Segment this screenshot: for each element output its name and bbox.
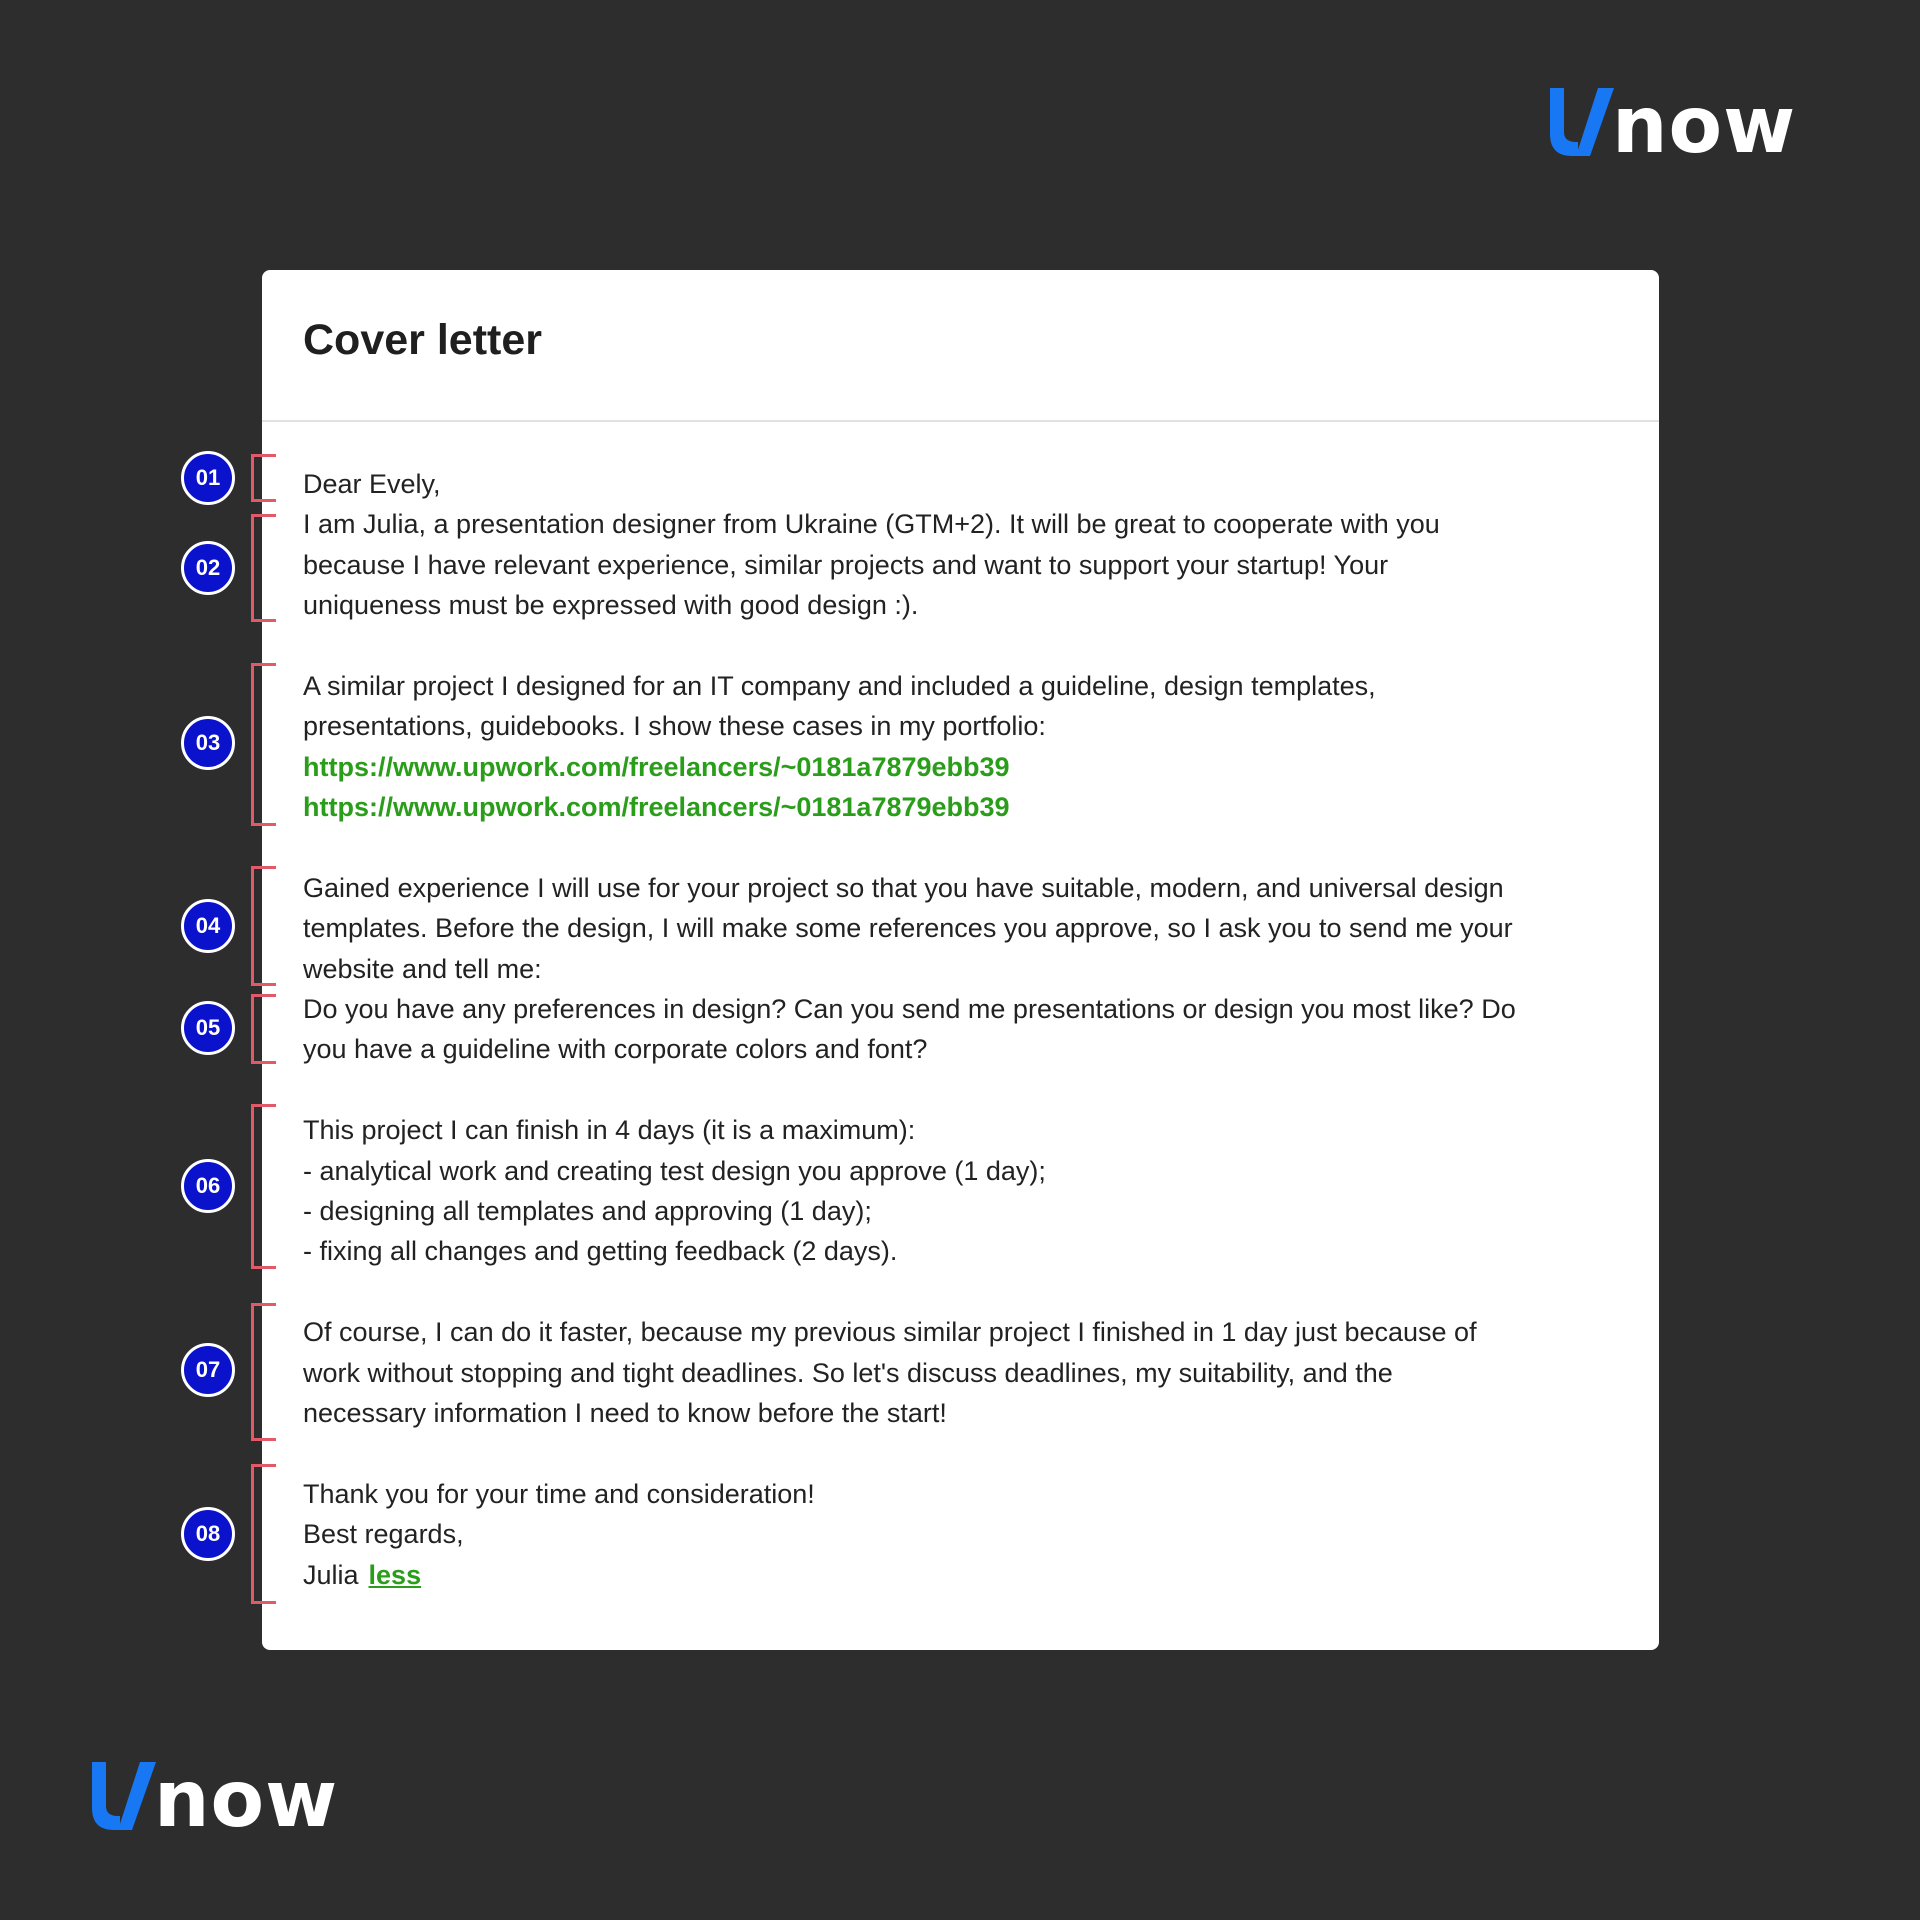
- portfolio-link[interactable]: https://www.upwork.com/freelancers/~0181a7879ebb39: [303, 792, 1010, 823]
- paragraph-gap: [303, 1272, 1633, 1312]
- card-title: Cover letter: [303, 316, 542, 364]
- annotation-badge-03: 03: [181, 716, 235, 770]
- letter-timeline-line: - analytical work and creating test design you approve (1 day);: [303, 1155, 1046, 1186]
- annotation-badge-05: 05: [181, 1001, 235, 1055]
- brand-k-mark-icon: [1546, 88, 1616, 156]
- annotation-bracket-04: [251, 866, 276, 986]
- paragraph-gap: [303, 828, 1633, 868]
- card-header: [262, 270, 1659, 422]
- letter-greeting: Dear Evely,: [303, 469, 441, 499]
- annotation-bracket-06: [251, 1104, 276, 1269]
- annotation-bracket-02: [251, 514, 276, 622]
- brand-logo-top: [1546, 81, 1797, 171]
- letter-intro-line: uniqueness must be expressed with good design :).: [303, 590, 919, 621]
- letter-portfolio-line: presentations, guidebooks. I show these cases in my portfolio:: [303, 711, 1046, 742]
- annotation-badge-01: 01: [181, 451, 235, 505]
- letter-experience-line: website and tell me:: [303, 953, 542, 984]
- paragraph-gap: [303, 626, 1633, 666]
- annotation-bracket-01: [251, 454, 276, 502]
- letter-portfolio-line: A similar project I designed for an IT company and included a guideline, design templates,: [303, 670, 1376, 701]
- annotation-bracket-08: [251, 1464, 276, 1604]
- letter-intro-line: because I have relevant experience, similar projects and want to support your startup! Your: [303, 549, 1389, 580]
- brand-k-mark-icon: [88, 1762, 158, 1830]
- letter-question-line: Do you have any preferences in design? Can you send me presentations or design you most like? Do: [303, 994, 1516, 1025]
- annotation-badge-06: 06: [181, 1159, 235, 1213]
- letter-closing-line: work without stopping and tight deadlines. So let's discuss deadlines, my suitability, and the: [303, 1357, 1393, 1388]
- letter-experience-line: Gained experience I will use for your project so that you have suitable, modern, and universal design: [303, 872, 1504, 903]
- letter-signature-name: Julia: [303, 1559, 359, 1590]
- letter-regards: Best regards,: [303, 1519, 464, 1550]
- annotation-badge-04: 04: [181, 899, 235, 953]
- letter-closing-line: Of course, I can do it faster, because my previous similar project I finished in 1 day just because of: [303, 1317, 1477, 1348]
- brand-logo-bottom: [88, 1755, 339, 1845]
- letter-thanks: Thank you for your time and consideration!: [303, 1478, 815, 1509]
- cover-letter-body: [303, 464, 1633, 1595]
- brand-wordmark: now: [1612, 81, 1797, 171]
- show-less-link[interactable]: less: [368, 1559, 422, 1590]
- annotation-badge-08: 08: [181, 1507, 235, 1561]
- paragraph-gap: [303, 1433, 1633, 1473]
- paragraph-gap: [303, 1070, 1633, 1110]
- annotation-bracket-05: [251, 994, 276, 1064]
- letter-question-line: you have a guideline with corporate colors and font?: [303, 1034, 928, 1065]
- brand-wordmark: now: [154, 1755, 339, 1845]
- letter-intro-line: I am Julia, a presentation designer from Ukraine (GTM+2). It will be great to cooperate with you: [303, 509, 1440, 540]
- letter-closing-line: necessary information I need to know before the start!: [303, 1397, 947, 1428]
- portfolio-link[interactable]: https://www.upwork.com/freelancers/~0181a7879ebb39: [303, 751, 1010, 782]
- letter-timeline-line: - fixing all changes and getting feedback (2 days).: [303, 1236, 898, 1267]
- letter-timeline-line: This project I can finish in 4 days (it is a maximum):: [303, 1115, 916, 1146]
- letter-experience-line: templates. Before the design, I will make some references you approve, so I ask you to send me your: [303, 913, 1513, 944]
- annotation-bracket-03: [251, 663, 276, 826]
- letter-signature-line: [303, 1555, 1633, 1595]
- annotation-bracket-07: [251, 1303, 276, 1441]
- annotation-badge-07: 07: [181, 1343, 235, 1397]
- letter-timeline-line: - designing all templates and approving (1 day);: [303, 1196, 872, 1227]
- annotation-badge-02: 02: [181, 541, 235, 595]
